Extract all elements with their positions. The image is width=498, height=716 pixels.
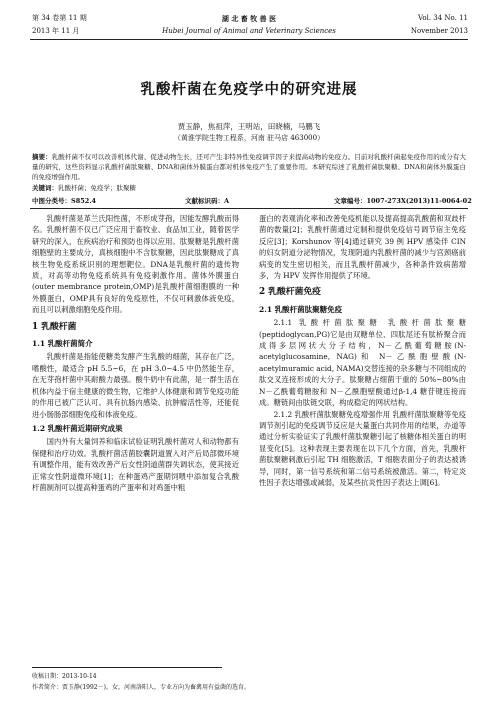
section-1-1-paragraph: 乳酸杆菌是指能使糖类发酵产生乳酸的细菌，其存在广泛，嗜酸性，最适合 pH 5.5~6，在 pH 3.0~4.5 中仍然能生存，在无芽孢杆菌中其耐酸力最强。酸牛奶中有此菌，是一群生活在机体内益于宿主健康的微生物，它维护人体健康和调节免疫功能的作用已被广泛认可。具有抗肠内感染、抗肿瘤活性等，还能促进小肠肠部细胞免疫和体液免疫。: [32, 352, 239, 419]
author-bio: 作者简介：贾玉静(1992－)，女，河南洛阳人，专业方向为畜禽用有益菌的选育。: [32, 684, 250, 691]
continued-paragraph: 蛋白的表观消化率和改善免疫机能以及提高提高乳酸菌和双歧杆菌的数量[2]；乳酸杆菌通过定制和提供免疫信号调节宿主免疫反应[3]；Korshunov 等[4]通过研究 39 例 HPV 感染伴 CIN 的妇女阴道分泌物情况，发现阴道内乳酸杆菌的减少与宫颈癌前病变的发生密切相关，而且乳酸杆菌减少，各种条件致病菌增多，为 HPV 发挥作用提供了环境。: [259, 214, 466, 281]
volume-cn: 第 34 卷第 11 期: [32, 14, 87, 22]
section-1-2-heading: 1.2 乳酸杆菌近期研究成果: [32, 423, 123, 433]
journal-name-en: Hubei Journal of Animal and Veterinary Sciences: [162, 27, 336, 35]
left-column: [32, 213, 239, 493]
section-2-heading: 2 乳酸杆菌免疫: [259, 287, 321, 298]
date-en: November 2013: [410, 27, 468, 35]
intro-paragraph: 乳酸杆菌是革兰氏阳性菌，不形成芽孢，因能发酵乳酸而得名。乳酸杆菌不仅已广泛应用于畜牧业、食品加工业，随着医学研究的深入，在疾病治疗和预防也得以应用。肽聚糖是乳酸杆菌细胞壁的主要成分，真核细胞中不含肽聚糖，因此肽聚糖成了真核生物免疫系统识别的理想靶位。DNA是乳酸杆菌的遗传物质，对高等动物免疫系统具有免疫刺激作用。菌体外膜蛋白(outer membrance protein,OMP)是乳酸杆菌细胞膜的一种外膜蛋白，OMP具有良好的免疫原性，不仅可刺激体液免疫，而且可以刺激细胞免疫作用。: [32, 214, 239, 315]
abstract: [32, 152, 466, 182]
abstract-label: 摘要：: [32, 153, 52, 161]
section-2-1-1-paragraph: 2.1.1 乳酸杆菌肽聚糖 乳酸杆菌肽聚糖(peptidoglycan,PG)它是由双糖单位、四肽尾还有肽桥聚合而成得多层网状大分子结构，N－乙酰葡萄糖胺(N-acetylglucosamine, NAG)和 N－乙酰胞壁酸(N-acetylmuramic acid, NAMA)交替连接的杂多糖与不同组成的肽交叉连接形成的大分子。肽聚糖占细菌干重的 50%~80%由 N－乙酰葡萄糖胺和 N－乙酰胞壁酸通过β-1,4 糖苷键连接而成。糖链间由肽链交联，构成稳定的网状结构。: [259, 318, 466, 408]
header-rule: [30, 39, 468, 40]
clc-number: 中图分类号：S852.4: [32, 197, 97, 205]
abstract-rule: [30, 208, 468, 209]
section-2-1-heading: 2.1 乳酸杆菌肽聚糖免疫: [259, 304, 343, 314]
journal-name-cn: 湖 北 畜 牧 兽 医: [221, 14, 277, 23]
keywords-label: 关键词：: [32, 184, 58, 192]
date-cn: 2013 年 11 月: [32, 27, 80, 35]
abstract-text: 乳酸杆菌不仅可以改善机体代谢、促进动物生长，还可产生非特异性免疫调节因子来提高动物的免疫力。目前对乳酸杆菌起免疫作用的成分有大量的研究，这些资料显示乳酸杆菌肽聚糖、DNA和菌体外膜蛋白都对机体免疫产生了重要作用。本研究综述了乳酸杆菌肽聚糖、DNA和菌体外膜蛋白的免疫增强作用。: [32, 153, 467, 181]
volume-en: Vol. 34 No. 11: [417, 14, 468, 22]
keywords: [32, 183, 466, 192]
article-title: 乳酸杆菌在免疫学中的研究进展: [140, 81, 358, 98]
section-2-1-2-paragraph: 2.1.2 乳酸杆菌肽聚糖免疫增强作用 乳酸杆菌肽聚糖等免疫调节剂引起的免疫调节反应是大量蛋白共同作用的结果，办道等通过分析实验证实了乳酸杆菌肽聚糖引起了核糖体相关蛋白的明显变化[5]。这种表现主要表现在以下几个方面，首先，乳酸杆菌肽聚糖刺激后引起 TH 细胞激活，T 细胞表面分子的表达被诱导，同时，第一信号系统和第二信号系统被激活。第二，特定炎性因子表达增强或减弱，及某些抗炎性因子表达上调[6]。: [259, 409, 466, 487]
authors: 贾玉静，焦祖萍，王明站，田晓楠，马鹏飞: [177, 122, 321, 131]
keywords-text: 乳酸杆菌；免疫学；肽聚糖: [58, 184, 136, 192]
right-column: [259, 213, 466, 488]
section-1-1-heading: 1.1 乳酸杆菌简介: [32, 339, 93, 349]
section-1-heading: 1 乳酸杆菌: [32, 321, 77, 332]
affiliation: （黄淮学院生物工程系，河南 驻马店 463000）: [173, 134, 325, 142]
article-number: 文章编号：1007-273X(2013)11-0064-02: [334, 197, 472, 205]
section-1-2-paragraph: 国内外有大量饲养和临床试验证明乳酸杆菌对人和动物都有保健和治疗功效。乳酸杆菌活菌胶囊阴道置入对产后局部微环境有调整作用，能有效改善产后女性阴道菌群失调状态，使其接近正常女性阴道微环境[1]；在种蛋鸡产蛋期饲喂中添加复合乳酸杆菌制剂可以提高种蛋鸡的产蛋率和对鸡蛋中粗: [32, 437, 239, 492]
received-date: 收稿日期：2013-10-14: [32, 673, 97, 680]
document-code: 文献标识码：A: [185, 197, 230, 205]
footnote-rule: [32, 667, 222, 668]
